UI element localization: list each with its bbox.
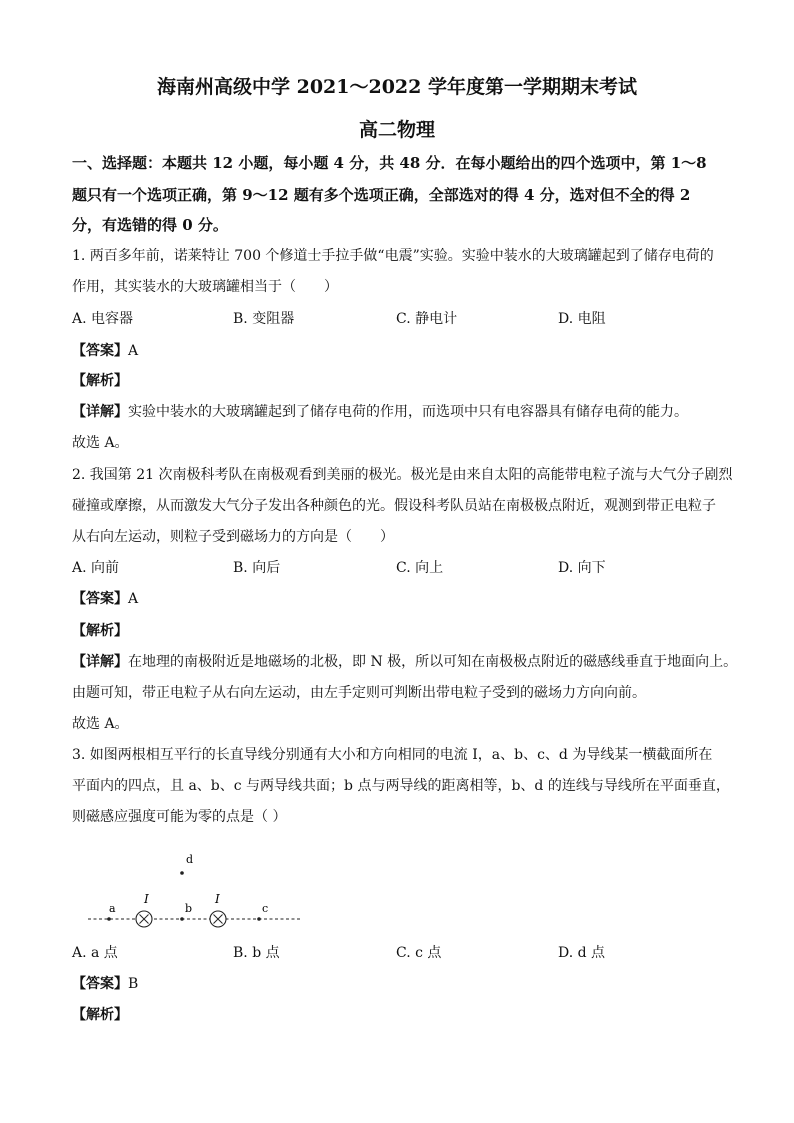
q2-detail-line-1: 【详解】在地理的南极附近是地磁场的北极，即 N 极，所以可知在南极极点附近的磁感线垂直于地面向上。 xyxy=(72,654,738,670)
point-b-dot xyxy=(180,917,184,921)
q2-option-a: A. 向前 xyxy=(72,560,120,576)
section-instruction-line-3: 分，有选错的得 0 分。 xyxy=(72,216,228,234)
point-b-label: b xyxy=(185,902,193,915)
q3-option-b: B. b 点 xyxy=(233,945,280,961)
point-a-dot xyxy=(107,917,111,921)
point-d-label: d xyxy=(186,853,194,866)
q1-option-d: D. 电阻 xyxy=(558,311,606,327)
q3-option-a: A. a 点 xyxy=(72,945,118,961)
q2-stem-line-3: 从右向左运动，则粒子受到磁场力的方向是（ ） xyxy=(72,529,394,545)
q1-answer: 【答案】A xyxy=(72,343,139,359)
q3-stem-line-1: 3. 如图两根相互平行的长直导线分别通有大小和方向相同的电流 I，a、b、c、d 为导线某一横截面所在 xyxy=(72,747,713,763)
q1-stem-line-2: 作用，其实装水的大玻璃罐相当于（ ） xyxy=(72,279,338,295)
section-tag: 【解析】 xyxy=(72,373,128,389)
q1-option-b: B. 变阻器 xyxy=(233,311,295,327)
q2-answer: 【答案】A xyxy=(72,591,139,607)
exam-subtitle: 高二物理 xyxy=(358,119,435,141)
section-tag: 【解析】 xyxy=(72,1007,128,1023)
q2-detail-line-2: 由题可知，带正电粒子从右向左运动，由左手定则可判断出带电粒子受到的磁场力方向向前。 xyxy=(72,685,646,701)
current-label-2: I xyxy=(215,892,220,906)
q2-conclusion: 故选 A。 xyxy=(72,716,129,732)
q1-stem-line-1: 1. 两百多年前，诺莱特让 700 个修道士手拉手做“电震”实验。实验中装水的大玻璃罐起到了储存电荷的 xyxy=(72,248,714,264)
point-c-dot xyxy=(257,917,261,921)
q3-option-d: D. d 点 xyxy=(558,945,606,961)
section-instruction-line-1: 一、选择题：本题共 12 小题，每小题 4 分，共 48 分．在每小题给出的四个选项中，第 1～8 xyxy=(72,154,707,172)
exam-title: 海南州高级中学 2021～2022 学年度第一学期期末考试 xyxy=(157,76,637,98)
section-tag: 【详解】 xyxy=(72,404,128,420)
q1-option-a: A. 电容器 xyxy=(72,311,134,327)
q2-stem-line-1: 2. 我国第 21 次南极科考队在南极观看到美丽的极光。极光是由来自太阳的高能带电粒子流与大气分子剧烈 xyxy=(72,467,733,483)
q2-analysis-label xyxy=(72,620,128,640)
q2-stem-line-2: 碰撞或摩擦，从而激发大气分子发出各种颜色的光。假设科考队员站在南极极点附近，观测到带正电粒子 xyxy=(72,498,716,514)
q3-answer: 【答案】B xyxy=(72,976,139,992)
section-tag: 【答案】 xyxy=(72,976,128,992)
q1-detail: 【详解】实验中装水的大玻璃罐起到了储存电荷的作用，而选项中只有电容器具有储存电荷的能力。 xyxy=(72,404,688,420)
q1-option-c: C. 静电计 xyxy=(396,311,458,327)
q3-stem-line-2: 平面内的四点，且 a、b、c 与两导线共面；b 点与两导线的距离相等，b、d 的连线与导线所在平面垂直， xyxy=(72,778,730,794)
q1-analysis-label xyxy=(72,370,128,390)
point-d-dot xyxy=(180,871,184,875)
current-label-1: I xyxy=(144,892,149,906)
section-tag: 【答案】 xyxy=(72,343,128,359)
section-tag: 【详解】 xyxy=(72,654,128,670)
wire-diagram xyxy=(84,848,304,938)
q3-option-c: C. c 点 xyxy=(396,945,442,961)
q3-stem-line-3: 则磁感应强度可能为零的点是（ ） xyxy=(72,809,287,825)
section-tag: 【解析】 xyxy=(72,623,128,639)
q2-option-c: C. 向上 xyxy=(396,560,444,576)
q3-analysis-label xyxy=(72,1004,128,1024)
q2-option-d: D. 向下 xyxy=(558,560,606,576)
q2-option-b: B. 向后 xyxy=(233,560,281,576)
point-c-label: c xyxy=(262,902,269,915)
section-instruction-line-2: 题只有一个选项正确，第 9～12 题有多个选项正确，全部选对的得 4 分，选对但不全的得 2 xyxy=(72,186,691,204)
section-tag: 【答案】 xyxy=(72,591,128,607)
q1-conclusion: 故选 A。 xyxy=(72,435,129,451)
point-a-label: a xyxy=(109,902,116,915)
